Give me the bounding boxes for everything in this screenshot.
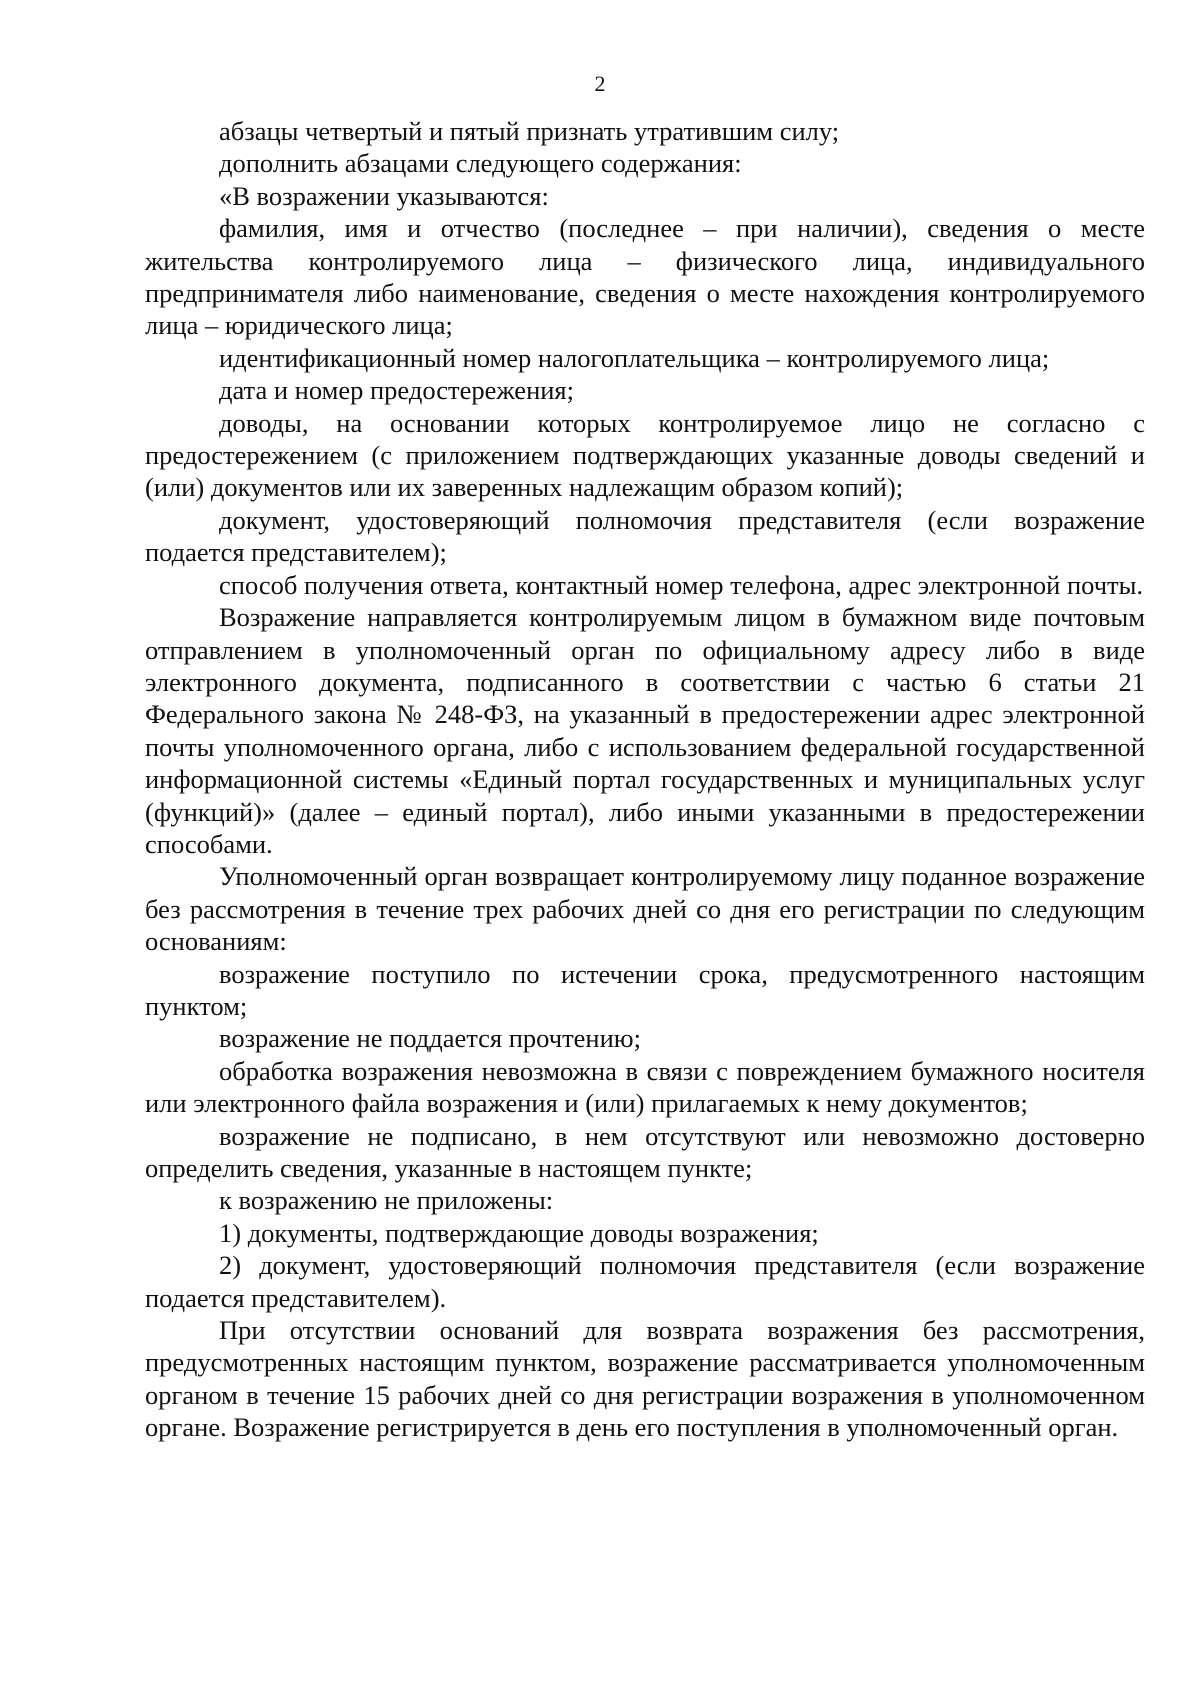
- paragraph: 1) документы, подтверждающие доводы возражения;: [219, 1217, 819, 1248]
- paragraph: к возражению не приложены:: [219, 1185, 554, 1216]
- paragraph: идентификационный номер налогоплательщика – контролируемого лица;: [219, 342, 1050, 373]
- paragraph: возражение не подписано, в нем отсутствуют или невозможно достоверно определить сведения, указанные в настоящем пункте;: [145, 1120, 1145, 1183]
- paragraph: дополнить абзацами следующего содержания:: [219, 148, 742, 179]
- paragraph: дата и номер предостережения;: [219, 375, 574, 406]
- paragraph: возражение не поддается прочтению;: [219, 1023, 641, 1054]
- paragraph: Уполномоченный орган возвращает контролируемому лицу поданное возражение без рассмотрения в течение трех рабочих дней со дня его регистрации по следующим основаниям:: [145, 861, 1145, 957]
- paragraph: способ получения ответа, контактный номер телефона, адрес электронной почты.: [219, 569, 1144, 600]
- paragraph: документ, удостоверяющий полномочия представителя (если возражение подается представителем);: [145, 504, 1145, 568]
- paragraph: фамилия, имя и отчество (последнее – при наличии), сведения о месте жительства контролируемого лица – физического лица, индивидуального предпринимателя либо наименование, сведения о месте нахождения контролируемого лица – юридического лица;: [145, 213, 1145, 341]
- paragraph: доводы, на основании которых контролируемое лицо не согласно с предостережением (с приложением подтверждающих указанные доводы сведений и (или) документов или их заверенных надлежащим образом копий);: [145, 407, 1145, 503]
- document-body: [145, 115, 1145, 1444]
- paragraph: При отсутствии оснований для возврата возражения без рассмотрения, предусмотренных настоящим пунктом, возражение рассматривается уполномоченным органом в течение 15 рабочих дней со дня регистрации возражения в уполномоченном органе. Возражение регистрируется в день его поступления в уполномоченный орган.: [145, 1315, 1145, 1443]
- paragraph: «В возражении указываются:: [219, 180, 549, 211]
- page-number: 2: [594, 71, 606, 96]
- paragraph: возражение поступило по истечении срока, предусмотренного настоящим пунктом;: [145, 958, 1145, 1021]
- paragraph: абзацы четвертый и пятый признать утратившим силу;: [219, 116, 840, 146]
- paragraph: Возражение направляется контролируемым лицом в бумажном виде почтовым отправлением в уполномоченный орган по официальному адресу либо в виде электронного документа, подписанного в соответствии с частью 6 статьи 21 Федерального закона № 248-ФЗ, на указанный в предостережении адрес электронной почты уполномоченного органа, либо с использованием федеральной государственной информационной системы «Единый портал государственных и муниципальных услуг (функций)» (далее – единый портал), либо иными указанными в предостережении способами.: [145, 602, 1145, 859]
- paragraph: обработка возражения невозможна в связи с повреждением бумажного носителя или электронного файла возражения и (или) прилагаемых к нему документов;: [145, 1055, 1145, 1119]
- paragraph: 2) документ, удостоверяющий полномочия представителя (если возражение подается представителем).: [145, 1250, 1145, 1313]
